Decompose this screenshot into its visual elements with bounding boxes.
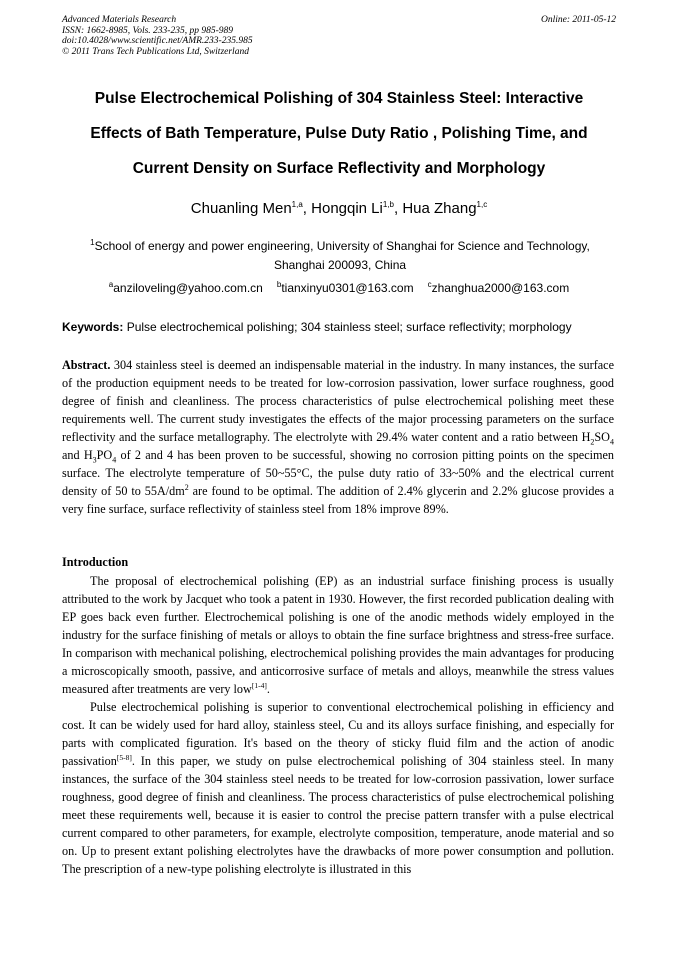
abstract-text: and H (62, 448, 93, 462)
doi-line: doi:10.4028/www.scientific.net/AMR.233-235.985 (62, 36, 253, 46)
keywords-label: Keywords: (62, 320, 124, 334)
email-link[interactable]: tianxinyu0301@163.com (281, 281, 414, 295)
paragraph-text: The proposal of electrochemical polishing (EP) as an industrial surface finishing process is usually attributed to the work by Jacquet who took a patent in 1930. However, the first recorded publication dealing with EP goes back even further. Electrochemical polishing is one of the anodic methods widely employed in the industry for the surface finishing of metals or alloys to obtain the fine surface brightness and stress-free surface. In comparison with mechanical polishing, electrochemical polishing provides the main advantages for producing a microscopically smooth, passive, and anticorrosive surface of metals and alloys, meanwhile the stress values measured after treatments are very low (62, 574, 614, 696)
email-link[interactable]: zhanghua2000@163.com (431, 281, 570, 295)
email-link[interactable]: anziloveling@yahoo.com.cn (113, 281, 263, 295)
abstract-text: are found to be optimal. The addition of 2.4% glycerin and 2.2% glucose provides a very fine surface, surface reflectivity of stainless steel from 18% improve 89%. (62, 484, 614, 516)
title-line: Pulse Electrochemical Polishing of 304 Stainless Steel: Interactive (94, 90, 584, 107)
author-sup: 1,c (476, 200, 488, 209)
journal-name: Advanced Materials Research (62, 15, 177, 25)
issn-line: ISSN: 1662-8985, Vols. 233-235, pp 985-989 (62, 25, 233, 36)
online-date: Online: 2011-05-12 (540, 15, 616, 25)
abstract-text: PO (96, 448, 113, 462)
affiliation-line: School of energy and power engineering, University of Shanghai for Science and Technology, (94, 239, 590, 253)
author-name: Hua Zhang (402, 200, 477, 217)
paragraph-text: . In this paper, we study on pulse electrochemical polishing of 304 stainless steel. In many instances, the surface of the 304 stainless steel needs to be treated for low-corrosion passivation, lower surface roughness, good degree of finish and cleanliness. The process characteristics of pulse electrochemical polishing meet these requirements well, because it is easier to control the precise pattern transfer with a pulse electrical current compared to other parameters, for example, electrolyte composition, temperature, anode material and so on. Up to present extant polishing electrolytes have the drawbacks of more power consumption and pollution. The prescription of a new-type polishing electrolyte is illustrated in this (62, 754, 614, 876)
affiliation (60, 237, 620, 275)
citation-ref[interactable]: [1-4] (251, 680, 267, 690)
superscript: 2 (184, 482, 189, 492)
journal-header (62, 15, 616, 57)
email-sup: b (276, 280, 282, 289)
citation-ref[interactable]: [5-8] (116, 752, 132, 762)
author-sup: 1,a (291, 200, 303, 209)
email-list (0, 281, 678, 295)
paragraph (62, 572, 614, 698)
paragraph-text: . (266, 682, 270, 696)
affiliation-line: Shanghai 200093, China (273, 258, 407, 272)
abstract-text: SO (594, 430, 610, 444)
author-sup: 1,b (382, 200, 394, 209)
section-heading: Introduction (62, 555, 129, 569)
keywords-text: Pulse electrochemical polishing; 304 stainless steel; surface reflectivity; morphology (123, 320, 572, 334)
email-sup: a (108, 280, 114, 289)
abstract-text: of 2 and 4 has been proven to be successful, showing no corrosion pitting points on the specimen surface. The electrolyte temperature of 50~55°C, the pulse duty ratio of 33~50% and the electrical current density of 50 to 55A/dm (62, 448, 614, 498)
subscript: 2 (590, 437, 595, 447)
paragraph (62, 698, 614, 878)
abstract-label: Abstract. (62, 358, 111, 372)
author-list: Chuanling Men$^{1,a}$, Hongqin Li$^{1,b}$, Hua Zhang$^{1,c}$ (190, 200, 488, 217)
abstract (62, 356, 614, 518)
author-name: Chuanling Men (190, 200, 292, 217)
abstract-text: 304 stainless steel is deemed an indispensable material in the industry. In many instances, the surface of the production equipment needs to be treated for low-corrosion passivation, lower surface roughness, good degree of finish and cleanliness. The process characteristics of pulse electrochemical polishing meet these requirements well. The current study investigates the effects of the major processing parameters on the surface reflectivity and the surface metallography. The electrolyte with 29.4% water content and a ratio between H (62, 358, 614, 444)
introduction-body (62, 572, 614, 878)
subscript: 3 (92, 455, 97, 465)
subscript: 4 (610, 437, 614, 447)
title-line: Current Density on Surface Reflectivity and Morphology (132, 160, 546, 177)
title-line: Effects of Bath Temperature, Pulse Duty Ratio , Polishing Time, and (90, 125, 588, 142)
affiliation-sup: 1 (90, 238, 95, 247)
email-sup: c (427, 280, 432, 289)
author-name: Hongqin Li (311, 200, 383, 217)
keywords (62, 320, 622, 334)
paragraph-text: Pulse electrochemical polishing is superior to conventional electrochemical polishing in efficiency and cost. It can be widely used for hard alloy, stainless steel, Cu and its alloys surface finishing, and especially for parts with complicated figuration. It's based on the theory of sticky fluid film and the action of anodic passivation (62, 700, 614, 768)
paper-title (40, 88, 638, 193)
copyright-line: © 2011 Trans Tech Publications Ltd, Switzerland (62, 46, 249, 57)
subscript: 4 (112, 455, 117, 465)
